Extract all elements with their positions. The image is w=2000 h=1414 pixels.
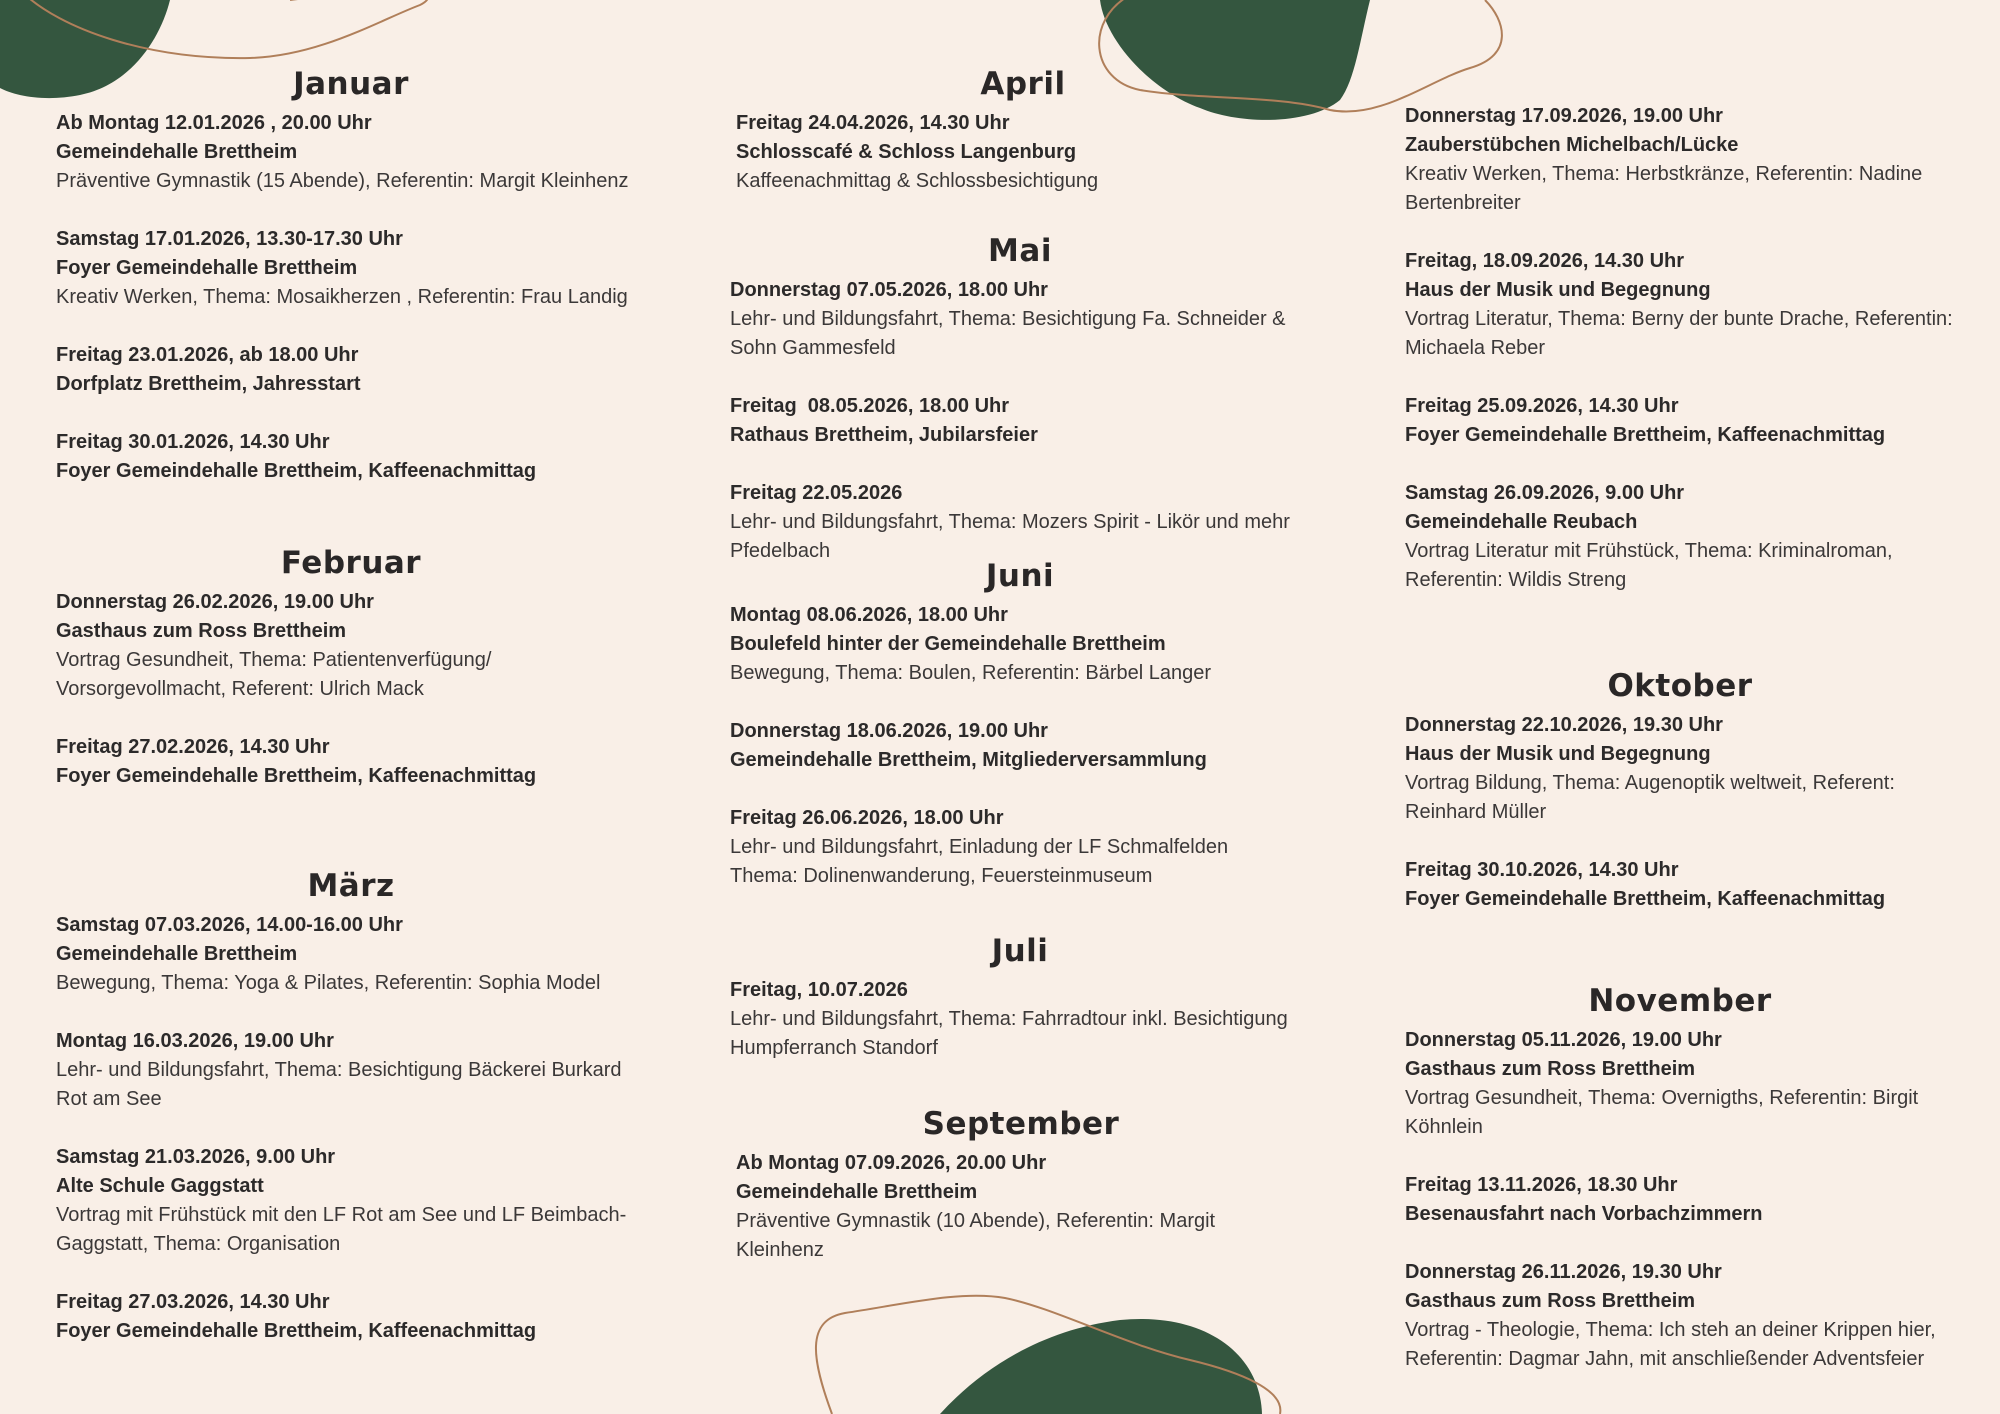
event-date: Donnerstag 07.05.2026, 18.00 Uhr bbox=[730, 279, 1048, 301]
month-title: Oktober bbox=[1607, 668, 1753, 704]
event-date: Freitag 26.06.2026, 18.00 Uhr bbox=[730, 807, 1004, 829]
month-title: April bbox=[980, 66, 1066, 102]
month-title: September bbox=[922, 1106, 1120, 1142]
event-location: Foyer Gemeindehalle Brettheim, Kaffeenachmittag bbox=[1405, 424, 1886, 446]
event-description: Vortrag Gesundheit, Thema: Patientenverfügung/ Vorsorgevollmacht, Referent: Ulrich Mack bbox=[56, 649, 492, 700]
event-description: Lehr- und Bildungsfahrt, Thema: Fahrradtour inkl. Besichtigung Humpferranch Standorf bbox=[730, 1008, 1288, 1059]
event-date: Ab Montag 12.01.2026 , 20.00 Uhr bbox=[56, 112, 372, 134]
line-top-left bbox=[20, 0, 428, 58]
event-description: Kaffeenachmittag & Schlossbesichtigung bbox=[736, 170, 1099, 192]
event-item bbox=[56, 225, 646, 312]
event-item bbox=[1405, 247, 1985, 363]
event-date: Freitag, 18.09.2026, 14.30 Uhr bbox=[1405, 250, 1685, 272]
event-description: Lehr- und Bildungsfahrt, Einladung der LF Schmalfelden Thema: Dolinenwanderung, Feuersteinmuseum bbox=[730, 836, 1229, 887]
event-description: Präventive Gymnastik (15 Abende), Referentin: Margit Kleinhenz bbox=[56, 170, 629, 192]
month-maerz bbox=[56, 868, 646, 1346]
event-location: Schlosscafé & Schloss Langenburg bbox=[736, 141, 1077, 163]
event-item bbox=[1405, 711, 1955, 827]
event-date: Ab Montag 07.09.2026, 20.00 Uhr bbox=[736, 1152, 1047, 1174]
event-description: Vortrag Literatur mit Frühstück, Thema: Kriminalroman, Referentin: Wildis Streng bbox=[1405, 540, 1893, 591]
event-description: Vortrag Bildung, Thema: Augenoptik weltweit, Referent: Reinhard Müller bbox=[1405, 772, 1895, 823]
event-date: Samstag 26.09.2026, 9.00 Uhr bbox=[1405, 482, 1685, 504]
event-location: Gasthaus zum Ross Brettheim bbox=[56, 620, 347, 642]
event-item bbox=[1405, 392, 1985, 450]
event-description: Kreativ Werken, Thema: Herbstkränze, Referentin: Nadine Bertenbreiter bbox=[1405, 163, 1923, 214]
month-november bbox=[1405, 983, 1955, 1374]
event-item bbox=[730, 976, 1310, 1063]
event-date: Freitag 30.10.2026, 14.30 Uhr bbox=[1405, 859, 1679, 881]
month-title: Juli bbox=[991, 933, 1049, 969]
event-date: Donnerstag 26.11.2026, 19.30 Uhr bbox=[1405, 1261, 1722, 1283]
event-item bbox=[730, 804, 1310, 891]
event-item bbox=[56, 428, 646, 486]
month-september-continued bbox=[1405, 102, 1985, 595]
event-date: Samstag 21.03.2026, 9.00 Uhr bbox=[56, 1146, 336, 1168]
event-date: Freitag 13.11.2026, 18.30 Uhr bbox=[1405, 1174, 1678, 1196]
event-item bbox=[56, 733, 646, 791]
month-januar bbox=[56, 66, 646, 486]
month-april bbox=[736, 66, 1306, 196]
event-location: Gemeindehalle Brettheim bbox=[56, 141, 298, 163]
event-location: Gemeindehalle Brettheim, Mitgliederversammlung bbox=[730, 749, 1207, 771]
event-item bbox=[730, 717, 1310, 775]
event-item bbox=[1405, 102, 1985, 218]
event-date: Samstag 07.03.2026, 14.00-16.00 Uhr bbox=[56, 914, 403, 936]
event-location: Foyer Gemeindehalle Brettheim, Kaffeenachmittag bbox=[56, 765, 537, 787]
month-title: Februar bbox=[280, 545, 422, 581]
event-location: Haus der Musik und Begegnung bbox=[1405, 279, 1711, 301]
event-location: Boulefeld hinter der Gemeindehalle Brettheim bbox=[730, 633, 1166, 655]
event-description: Vortrag mit Frühstück mit den LF Rot am See und LF Beimbach-Gaggstatt, Thema: Organisation bbox=[56, 1204, 627, 1255]
month-februar bbox=[56, 545, 646, 791]
event-location: Zauberstübchen Michelbach/Lücke bbox=[1405, 134, 1739, 156]
event-item bbox=[1405, 1026, 1955, 1142]
event-date: Donnerstag 05.11.2026, 19.00 Uhr bbox=[1405, 1029, 1722, 1051]
event-item bbox=[730, 392, 1310, 450]
event-date: Montag 08.06.2026, 18.00 Uhr bbox=[730, 604, 1008, 626]
event-item bbox=[730, 479, 1310, 566]
line-bottom-center bbox=[816, 1296, 1280, 1414]
event-location: Rathaus Brettheim, Jubilarsfeier bbox=[730, 424, 1038, 446]
event-item bbox=[56, 1027, 646, 1114]
event-description: Kreativ Werken, Thema: Mosaikherzen , Referentin: Frau Landig bbox=[56, 286, 628, 308]
event-date: Freitag 08.05.2026, 18.00 Uhr bbox=[730, 395, 1010, 417]
event-date: Donnerstag 26.02.2026, 19.00 Uhr bbox=[56, 591, 374, 613]
month-juli bbox=[730, 933, 1310, 1063]
month-title: Juni bbox=[985, 558, 1055, 594]
event-date: Donnerstag 18.06.2026, 19.00 Uhr bbox=[730, 720, 1048, 742]
event-description: Präventive Gymnastik (10 Abende), Referentin: Margit Kleinhenz bbox=[736, 1210, 1216, 1261]
month-title: Januar bbox=[293, 66, 409, 102]
event-description: Lehr- und Bildungsfahrt, Thema: Besichtigung Fa. Schneider & Sohn Gammesfeld bbox=[730, 308, 1286, 359]
month-juni bbox=[730, 558, 1310, 891]
event-date: Freitag 23.01.2026, ab 18.00 Uhr bbox=[56, 344, 359, 366]
blob-bottom-center bbox=[940, 1319, 1262, 1414]
event-location: Foyer Gemeindehalle Brettheim, Kaffeenachmittag bbox=[56, 460, 537, 482]
event-item bbox=[1405, 1171, 1955, 1229]
month-title: März bbox=[307, 868, 395, 904]
event-item bbox=[56, 911, 646, 998]
event-location: Gasthaus zum Ross Brettheim bbox=[1405, 1290, 1696, 1312]
event-item bbox=[1405, 1258, 1955, 1374]
event-item bbox=[56, 1288, 646, 1346]
month-mai bbox=[730, 233, 1310, 566]
event-date: Freitag 22.05.2026 bbox=[730, 482, 903, 504]
event-date: Donnerstag 22.10.2026, 19.30 Uhr bbox=[1405, 714, 1723, 736]
month-title: November bbox=[1588, 983, 1772, 1019]
event-description: Bewegung, Thema: Yoga & Pilates, Referentin: Sophia Model bbox=[56, 972, 601, 994]
event-location: Alte Schule Gaggstatt bbox=[56, 1175, 264, 1197]
month-title: Mai bbox=[988, 233, 1052, 269]
month-september bbox=[736, 1106, 1306, 1265]
event-location: Gemeindehalle Brettheim bbox=[56, 943, 298, 965]
event-date: Freitag 27.02.2026, 14.30 Uhr bbox=[56, 736, 330, 758]
event-item bbox=[1405, 856, 1955, 914]
event-item bbox=[730, 276, 1310, 363]
event-location: Foyer Gemeindehalle Brettheim, Kaffeenachmittag bbox=[1405, 888, 1886, 910]
event-date: Donnerstag 17.09.2026, 19.00 Uhr bbox=[1405, 105, 1723, 127]
event-date: Freitag 30.01.2026, 14.30 Uhr bbox=[56, 431, 330, 453]
event-location: Gemeindehalle Reubach bbox=[1405, 511, 1638, 533]
event-location: Foyer Gemeindehalle Brettheim, Kaffeenachmittag bbox=[56, 1320, 537, 1342]
event-location: Gemeindehalle Brettheim bbox=[736, 1181, 978, 1203]
event-item bbox=[56, 588, 646, 704]
event-location: Foyer Gemeindehalle Brettheim bbox=[56, 257, 358, 279]
event-item bbox=[1405, 479, 1985, 595]
event-description: Lehr- und Bildungsfahrt, Thema: Mozers Spirit - Likör und mehr Pfedelbach bbox=[730, 511, 1290, 562]
event-date: Samstag 17.01.2026, 13.30-17.30 Uhr bbox=[56, 228, 403, 250]
event-date: Montag 16.03.2026, 19.00 Uhr bbox=[56, 1030, 334, 1052]
event-item bbox=[56, 109, 646, 196]
event-location: Haus der Musik und Begegnung bbox=[1405, 743, 1711, 765]
event-item bbox=[736, 109, 1306, 196]
event-item bbox=[730, 601, 1310, 688]
event-location: Besenausfahrt nach Vorbachzimmern bbox=[1405, 1203, 1763, 1225]
event-item bbox=[56, 341, 646, 399]
event-description: Bewegung, Thema: Boulen, Referentin: Bärbel Langer bbox=[730, 662, 1212, 684]
event-description: Vortrag Gesundheit, Thema: Overnigths, Referentin: Birgit Köhnlein bbox=[1405, 1087, 1919, 1138]
month-oktober bbox=[1405, 668, 1955, 914]
event-description: Vortrag - Theologie, Thema: Ich steh an deiner Krippen hier, Referentin: Dagmar Jahn, mit anschließender Adventsfeier bbox=[1405, 1319, 1936, 1370]
event-location: Gasthaus zum Ross Brettheim bbox=[1405, 1058, 1696, 1080]
event-description: Vortrag Literatur, Thema: Berny der bunte Drache, Referentin: Michaela Reber bbox=[1405, 308, 1953, 359]
event-date: Freitag, 10.07.2026 bbox=[730, 979, 908, 1001]
event-item bbox=[56, 1143, 646, 1259]
event-date: Freitag 24.04.2026, 14.30 Uhr bbox=[736, 112, 1010, 134]
event-date: Freitag 27.03.2026, 14.30 Uhr bbox=[56, 1291, 330, 1313]
event-description: Lehr- und Bildungsfahrt, Thema: Besichtigung Bäckerei Burkard Rot am See bbox=[56, 1059, 622, 1110]
event-date: Freitag 25.09.2026, 14.30 Uhr bbox=[1405, 395, 1679, 417]
event-location: Dorfplatz Brettheim, Jahresstart bbox=[56, 373, 361, 395]
event-item bbox=[736, 1149, 1306, 1265]
